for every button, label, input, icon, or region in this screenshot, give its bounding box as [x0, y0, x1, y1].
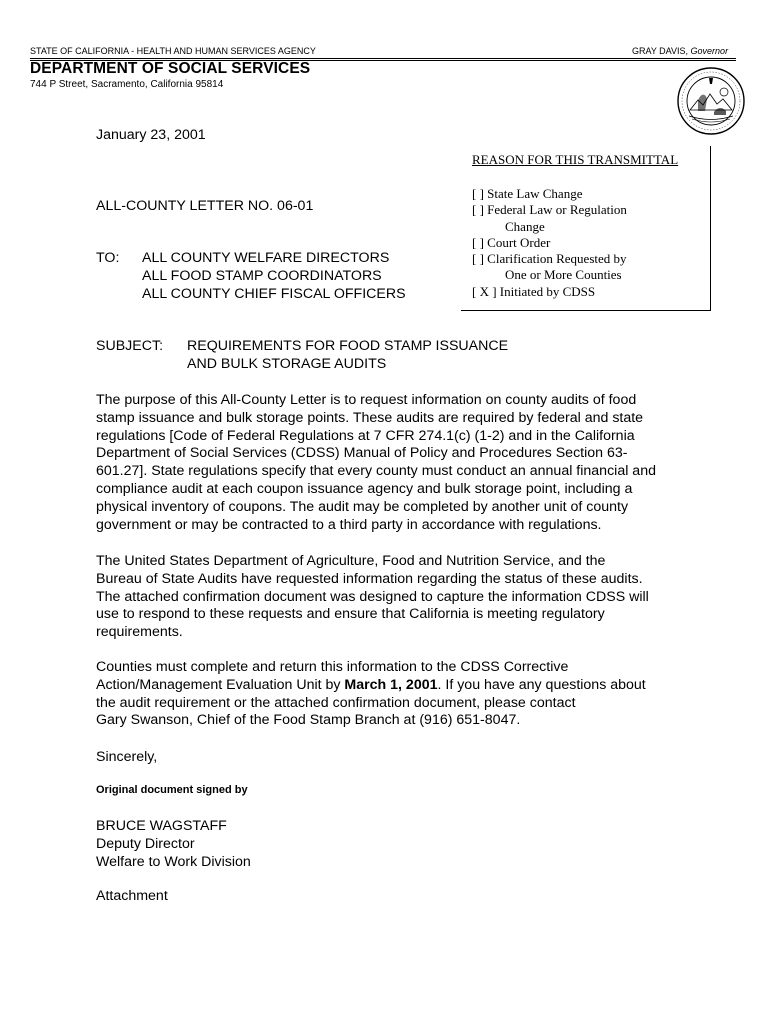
paragraph-line: Counties must complete and return this information to the CDSS Corrective: [96, 659, 569, 675]
reason-item-selected: [ X ] Initiated by CDSS: [472, 283, 596, 299]
department-title: DEPARTMENT OF SOCIAL SERVICES: [30, 60, 311, 77]
deadline-date: March 1, 2001: [344, 676, 438, 693]
reason-item: [ ] Court Order: [472, 234, 551, 250]
signed-note: Original document signed by: [96, 784, 248, 796]
recipient-list: [142, 250, 406, 303]
reason-item: [ ] Federal Law or Regulation: [472, 202, 627, 218]
reason-item: [ ] Clarification Requested by: [472, 251, 627, 267]
paragraph-line: the audit requirement or the attached confirmation document, please contact: [96, 694, 576, 711]
attachment-note: Attachment: [96, 888, 168, 904]
paragraph-line: The purpose of this All-County Letter is to request information on county audits of food: [96, 392, 637, 408]
subject-label: SUBJECT:: [96, 338, 164, 354]
reason-item-continuation: One or More Counties: [505, 267, 622, 283]
reason-item: [ ] State Law Change: [472, 186, 583, 201]
closing: Sincerely,: [96, 749, 158, 765]
paragraph-deadline: [96, 659, 706, 730]
paragraph-request: [96, 553, 706, 642]
paragraph-line: regulations [Code of Federal Regulations at 7 CFR 274.1(c) (1-2) and in the California: [96, 427, 635, 444]
to-label: TO:: [96, 250, 120, 266]
paragraph-line: use to respond to these requests and ensure that California is meeting regulatory: [96, 606, 605, 623]
paragraph-line: The United States Department of Agriculture, Food and Nutrition Service, and the: [96, 553, 606, 569]
state-seal-icon: [676, 66, 746, 136]
subject-line: AND BULK STORAGE AUDITS: [187, 355, 387, 372]
signer-block: [96, 818, 251, 871]
department-address: 744 P Street, Sacramento, California 95814: [30, 79, 224, 90]
paragraph-line: compliance audit at each coupon issuance agency and bulk storage point, including a: [96, 480, 633, 497]
reason-item-continuation: Change: [505, 218, 545, 234]
signer-division: Welfare to Work Division: [96, 853, 251, 870]
subject-text: [187, 338, 508, 374]
paragraph-line: physical inventory of coupons. The audit may be completed by another unit of county: [96, 498, 629, 515]
paragraph-line: Department of Social Services (CDSS) Manual of Policy and Procedures Section 63-: [96, 445, 628, 462]
letter-number: ALL-COUNTY LETTER NO. 06-01: [96, 198, 314, 214]
paragraph-line: Gary Swanson, Chief of the Food Stamp Branch at (916) 651-8047.: [96, 712, 521, 729]
letter-date: January 23, 2001: [96, 127, 206, 143]
paragraph-line: 601.27]. State regulations specify that every county must conduct an annual financial and: [96, 463, 656, 480]
paragraph-line: [96, 677, 706, 695]
paragraph-line: government or may be contracted to a third party in accordance with regulations.: [96, 516, 602, 533]
signer-title: Deputy Director: [96, 835, 195, 852]
reason-for-transmittal-box: [461, 146, 711, 311]
governor-title: Governor: [690, 46, 729, 56]
recipient: ALL COUNTY WELFARE DIRECTORS: [142, 250, 390, 266]
reason-box-title: REASON FOR THIS TRANSMITTAL: [472, 152, 679, 167]
agency-name: STATE OF CALIFORNIA - HEALTH AND HUMAN SERVICES AGENCY: [30, 46, 316, 56]
governor-line: [632, 46, 728, 56]
paragraph-line: requirements.: [96, 624, 183, 641]
deadline-prefix: Action/Management Evaluation Unit by: [96, 676, 345, 693]
header-rule-top: [30, 58, 736, 59]
signer-name: BRUCE WAGSTAFF: [96, 818, 227, 834]
paragraph-line: Bureau of State Audits have requested information regarding the status of these audits.: [96, 570, 643, 587]
recipient: ALL COUNTY CHIEF FISCAL OFFICERS: [142, 285, 406, 302]
subject-line: REQUIREMENTS FOR FOOD STAMP ISSUANCE: [187, 338, 509, 354]
reason-box-items: [472, 186, 627, 300]
governor-name: GRAY DAVIS,: [632, 46, 689, 56]
paragraph-line: The attached confirmation document was designed to capture the information CDSS will: [96, 588, 649, 605]
paragraph-line: stamp issuance and bulk storage points. These audits are required by federal and state: [96, 409, 644, 426]
deadline-suffix: . If you have any questions about: [437, 676, 646, 693]
recipient: ALL FOOD STAMP COORDINATORS: [142, 267, 382, 284]
paragraph-purpose: [96, 392, 706, 534]
